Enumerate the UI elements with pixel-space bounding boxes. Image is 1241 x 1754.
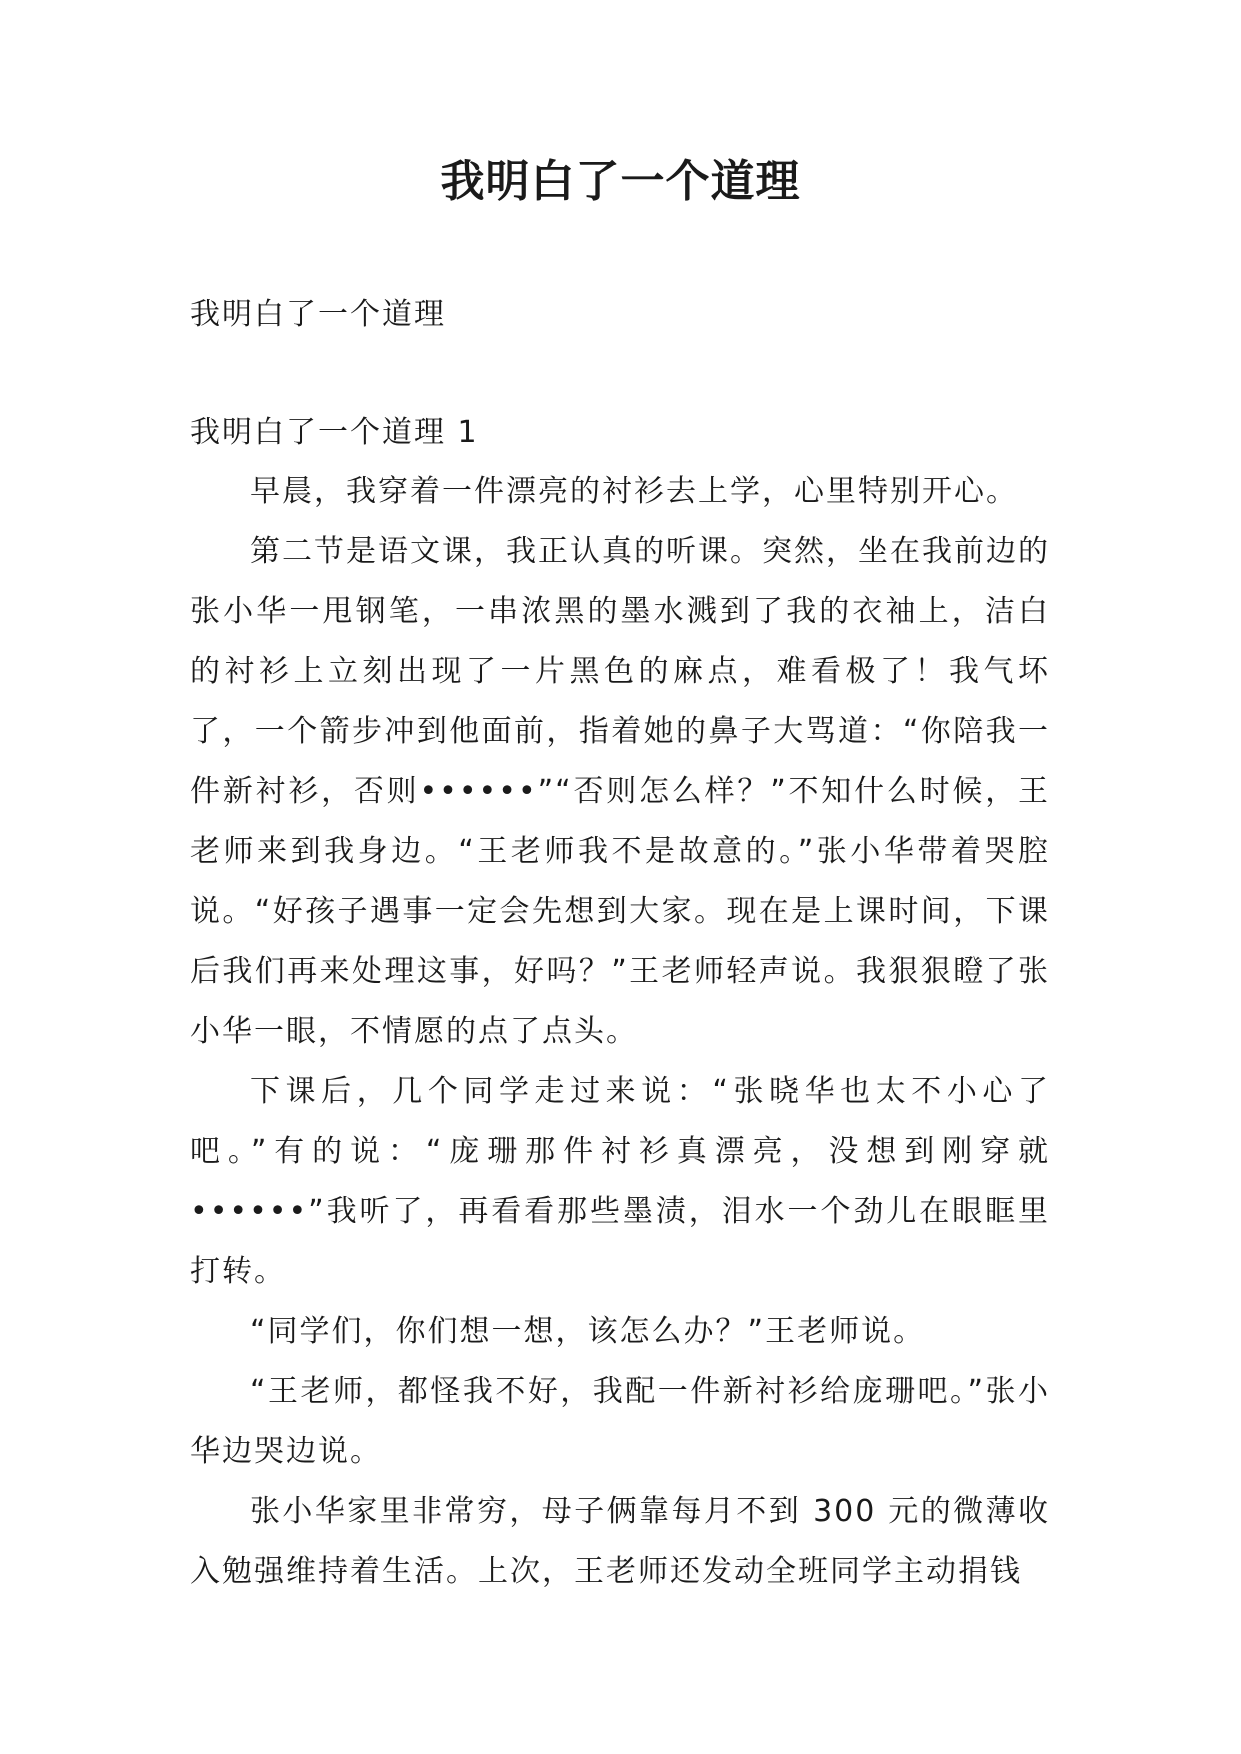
article-body — [190, 462, 1050, 1602]
paragraph: 第二节是语文课，我正认真的听课。突然，坐在我前边的张小华一甩钢笔，一串浓黑的墨水溅到了我的衣袖上，洁白的衬衫上立刻出现了一片黑色的麻点，难看极了！我气坏了，一个箭步冲到他面前，指着她的鼻子大骂道：“你陪我一件新衬衫，否则••••••”“否则怎么样？”不知什么时候，王老师来到我身边。“王老师我不是故意的。”张小华带着哭腔说。“好孩子遇事一定会先想到大家。现在是上课时间，下课后我们再来处理这事，好吗？”王老师轻声说。我狠狠瞪了张小华一眼，不情愿的点了点头。 — [190, 534, 1050, 1049]
paragraph: 早晨，我穿着一件漂亮的衬衫去上学，心里特别开心。 — [250, 474, 1018, 509]
paragraph: 下课后，几个同学走过来说：“张晓华也太不小心了吧。”有的说：“庞珊那件衬衫真漂亮，没想到刚穿就••••••”我听了，再看看那些墨渍，泪水一个劲儿在眼眶里打转。 — [190, 1074, 1050, 1289]
paragraph: “王老师，都怪我不好，我配一件新衬衫给庞珊吧。”张小华边哭边说。 — [190, 1374, 1050, 1469]
document-subtitle: 我明白了一个道理 — [190, 297, 446, 332]
section-heading: 我明白了一个道理 1 — [190, 415, 479, 450]
page-title: 我明白了一个道理 — [440, 156, 801, 207]
paragraph: 张小华家里非常穷，母子俩靠每月不到 300 元的微薄收入勉强维持着生活。上次，王老师还发动全班同学主动捐钱 — [190, 1494, 1050, 1589]
paragraph: “同学们，你们想一想，该怎么办？”王老师说。 — [250, 1314, 926, 1349]
